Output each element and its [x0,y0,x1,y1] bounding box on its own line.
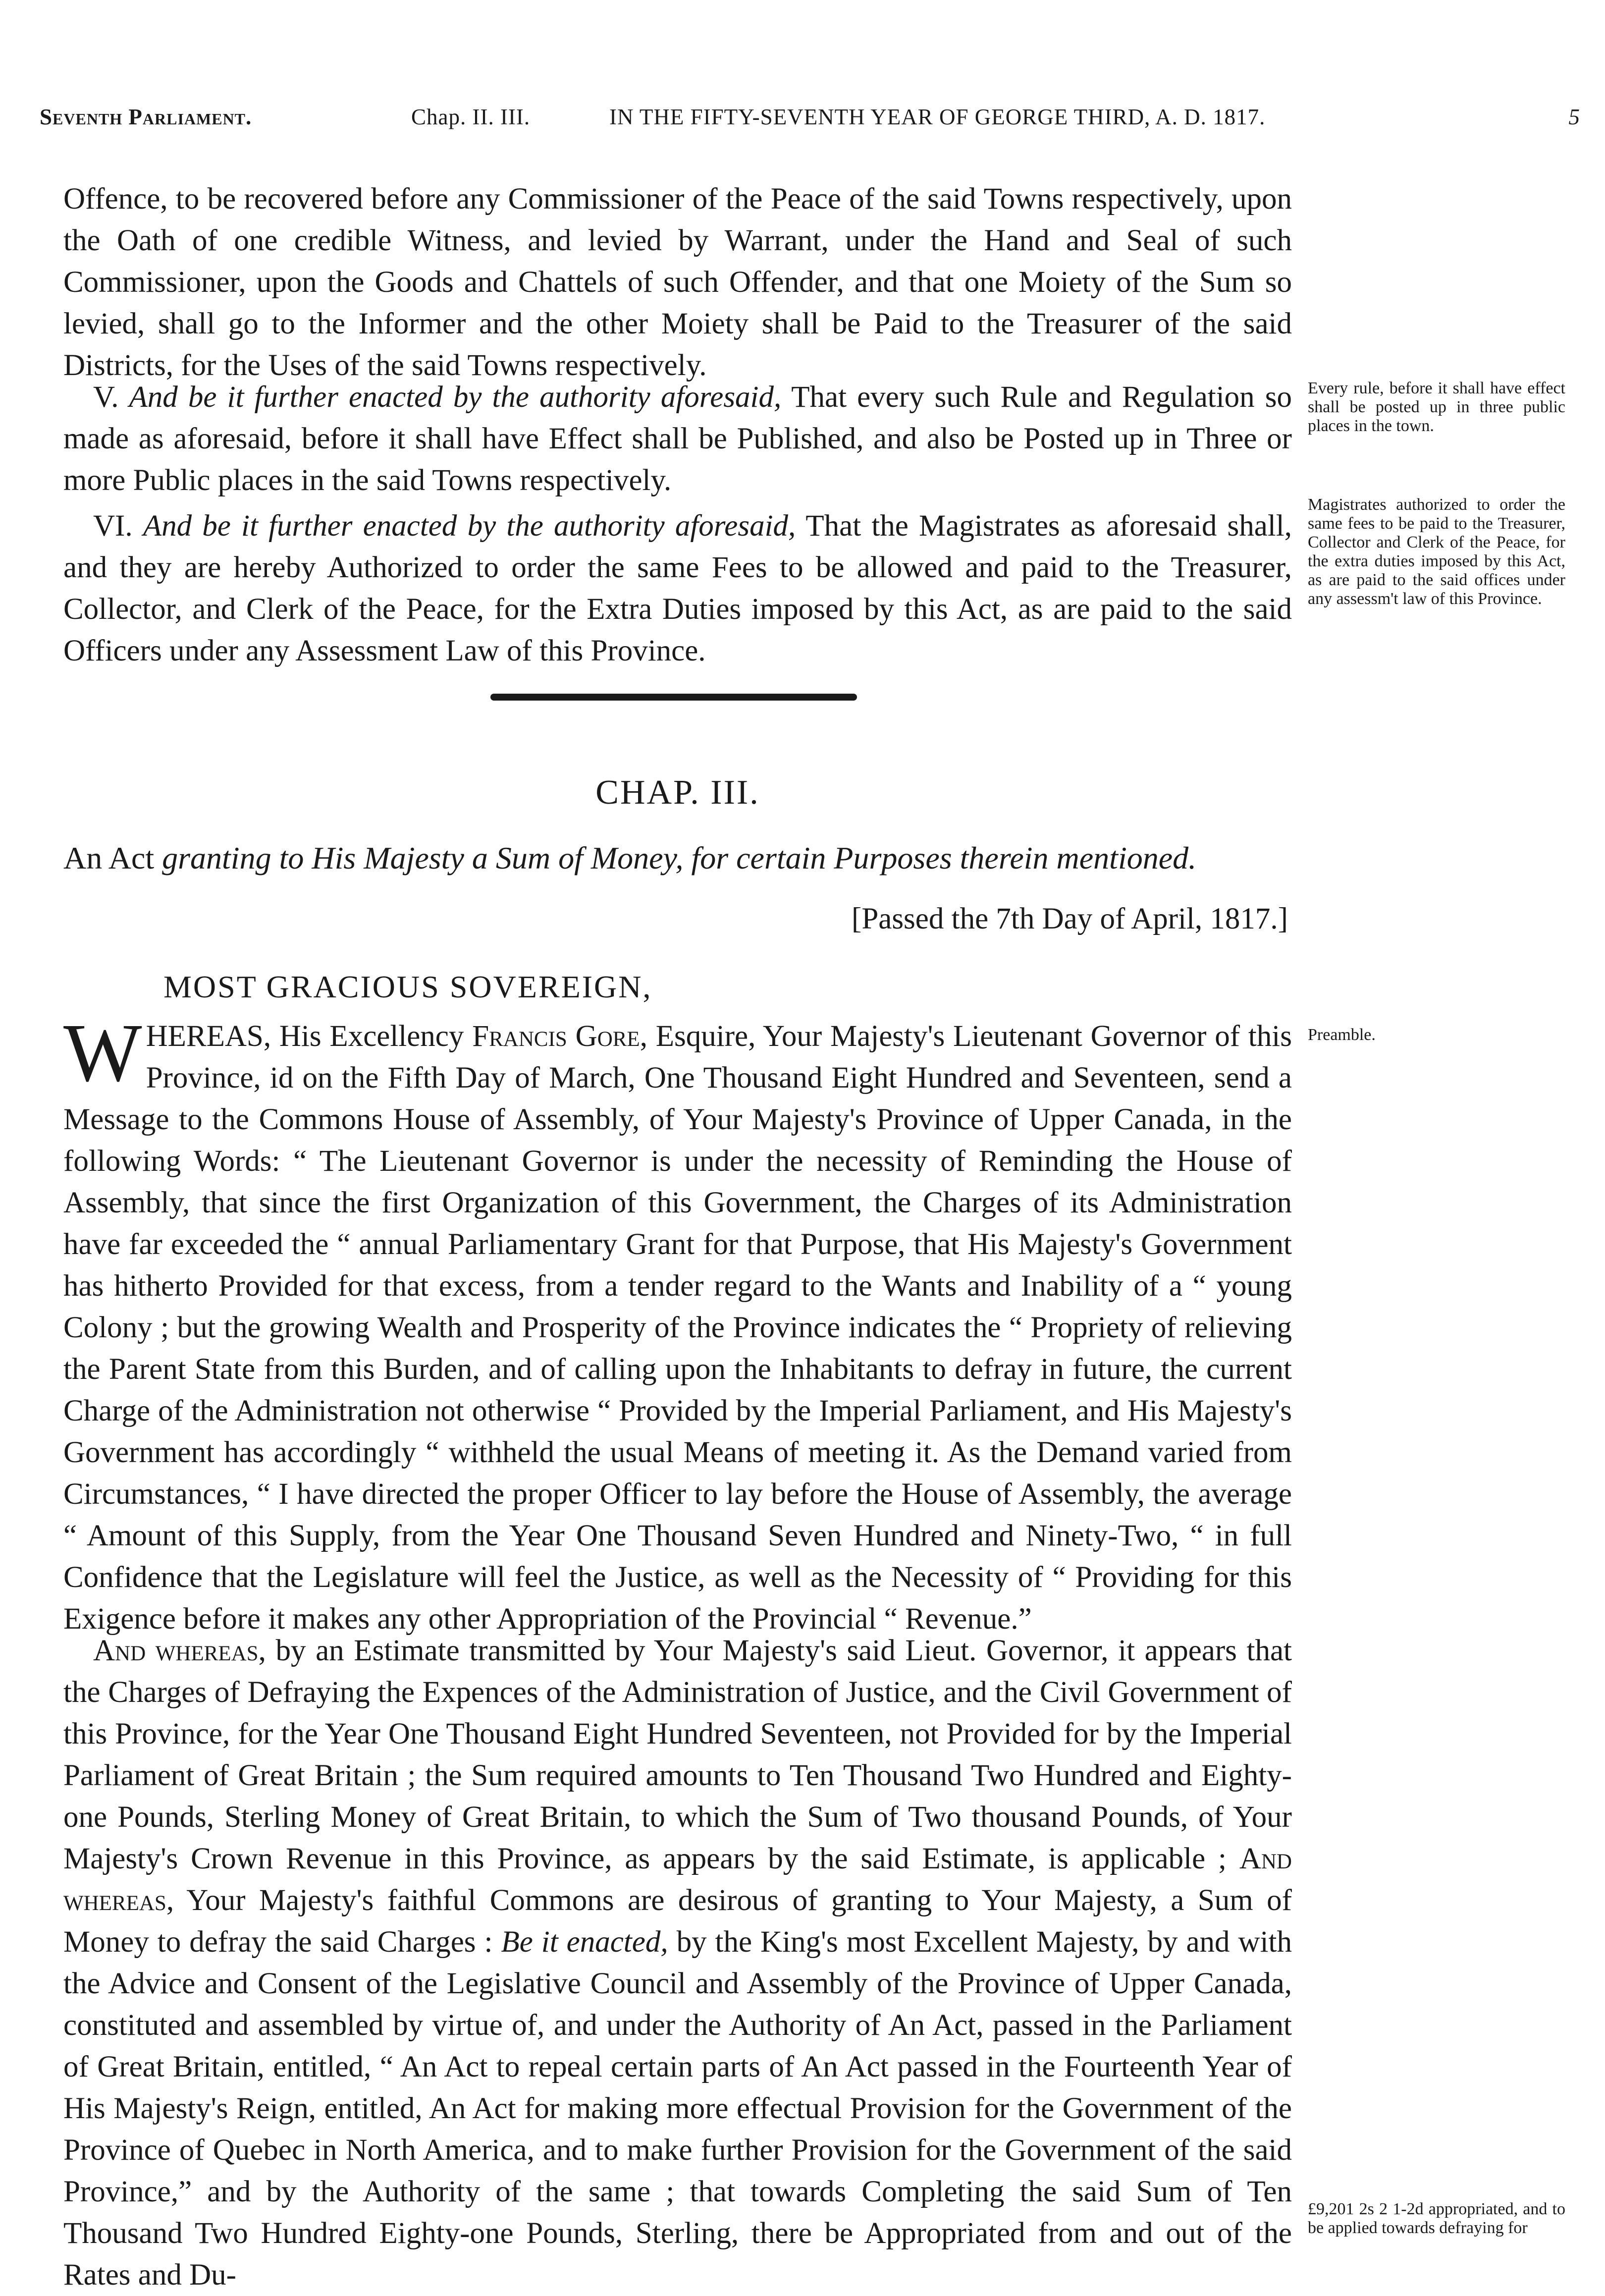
margin-note-appropriation: £9,201 2s 2 1-2d appropriated, and to be applied towards defraying for [1308,2200,1565,2237]
section-vi [63,505,1292,672]
whereas-text-1: by an Estimate transmitted by Your Majesty's said Lieut. Governor, it appears that the Charges of Defraying the Expences of the Administration of Justice, and the Civil Government of this Province, for the Year One Thousand Eight Hundred Seventeen, not Provided for by the Imperial Parliament of Great Britain ; the Sum required amounts to Ten Thousand Two Hundred and Eighty-one Pounds, Sterling Money of Great Britain, to which the Sum of Two thousand Pounds, of Your Majesty's Crown Revenue in this Province, as appears by the said Estimate, is applicable ; [63,1634,1292,1875]
preamble-text-rest: Esquire, Your Majesty's Lieutenant Governor of this Province, id on the Fifth Day of March, One Thousand Eight Hundred and Seventeen, send a Message to the Commons House of Assembly, of Your Majesty's Province of Upper Canada, in the following Words: “ The Lieutenant Governor is under the necessity of Reminding the House of Assembly, that since the first Organization of this Government, the Charges of its Administration have far exceeded the “ annual Parliamentary Grant for that Purpose, that His Majesty's Government has hitherto Provided for that excess, from a tender regard to the Wants and Inability of a “ young Colony ; but the growing Wealth and Prosperity of the Province indicates the “ Propriety of relieving the Parent State from this Burden, and of calling upon the Inhabitants to defray in future, the current Charge of the Administration not otherwise “ Provided by the Imperial Parliament, and His Majesty's Government has accordingly “ withheld the usual Means of meeting it. As the Demand varied from Circumstances, “ I have directed the proper Officer to lay before the House of Assembly, the average “ Amount of this Supply, from the Year One Thousand Seven Hundred and Ninety-Two, “ in full Confidence that the Legislature will feel the Justice, as well as the Necessity of “ Providing for this Exigence before it makes any other Appropriation of the Provincial “ Revenue.” [63,1020,1292,1636]
section-v-number: V. [93,381,119,414]
page-number: 5 [1568,105,1580,129]
passed-date: [Passed the 7th Day of April, 1817.] [852,902,1288,935]
section-v [63,377,1292,501]
whereas-paragraph [63,1630,1292,2296]
section-vi-enacting-clause: And be it further enacted by the authority aforesaid, [143,509,796,543]
section-continuation [63,178,1292,386]
parliament-label: Seventh Parliament. [40,105,252,129]
margin-note-preamble: Preamble. [1308,1026,1376,1044]
continuation-paragraph: Offence, to be recovered before any Commissioner of the Peace of the said Towns respectively, upon the Oath of one credible Witness, and levied by Warrant, under the Hand and Seal of such Commissioner, upon the Goods and Chattels of such Offender, and that one Moiety of the Sum so levied, shall go to the Informer and the other Moiety shall be Paid to the Treasurer of the said Districts, for the Uses of the said Towns respectively. [63,182,1292,382]
regnal-year-heading: IN THE FIFTY-SEVENTH YEAR OF GEORGE THIRD, A. D. 1817. [609,105,1266,129]
whereas-text-3: by the King's most Excellent Majesty, by and with the Advice and Consent of the Legislative Council and Assembly of the Province of Upper Canada, constituted and assembled by virtue of, and under the Authority of An Act, passed in the Parliament of Great Britain, entitled, “ An Act to repeal certain parts of An Act passed in the Fourteenth Year of His Majesty's Reign, entitled, An Act for making more effectual Provision for the Government of the Province of Quebec in North America, and to make further Provision for the Government of the said Province,” and by the Authority of the same ; that towards Completing the said Sum of Ten Thousand Two Hundred Eighty-one Pounds, Sterling, there be Appropriated from and out of the Rates and Du- [63,1925,1292,2292]
section-v-text: That every such Rule and Regulation so made as aforesaid, before it shall have Effect shall be Published, and also be Posted up in Three or more Public places in the said Towns respectively. [63,381,1292,497]
salutation: MOST GRACIOUS SOVEREIGN, [163,969,652,1004]
act-title-lead: An Act [63,840,155,875]
act-title [63,837,1292,879]
preamble [63,1007,1292,1640]
governor-name: Francis Gore, [472,1020,647,1053]
section-divider-rule [490,694,857,701]
drop-cap: W [63,1007,142,1099]
preamble-paragraph [63,1007,1292,1640]
act-title-text: granting to His Majesty a Sum of Money, for certain Purposes therein mentioned. [162,840,1197,875]
enacting-clause: Be it enacted, [501,1925,668,1959]
whereas-text-2: Your Majesty's faithful Commons are desirous of granting to Your Majesty, a Sum of Money to defray the said Charges : [63,1884,1292,1959]
whereas-lead: And whereas, [93,1634,266,1667]
whereas-clause [63,1630,1292,2296]
section-vi-text: That the Magistrates as aforesaid shall, and they are hereby Authorized to order the same Fees to be allowed and paid to the Treasurer, Collector, and Clerk of the Peace, for the Extra Duties imposed by this Act, as are paid to the said Officers under any Assessment Law of this Province. [63,509,1292,667]
whereas-lead-2: And whereas, [63,1842,1292,1917]
section-v-enacting-clause: And be it further enacted by the authority aforesaid, [129,381,782,414]
chapter-reference: Chap. II. III. [411,105,531,129]
margin-note-posting: Every rule, before it shall have effect shall be posted up in three public places in the town. [1308,379,1565,435]
running-head [40,104,1580,139]
chapter-heading: CHAP. III. [595,773,760,812]
section-vi-number: VI. [93,509,133,543]
section-vi-paragraph [63,505,1292,672]
section-v-paragraph [63,377,1292,501]
preamble-text-start: HEREAS, His Excellency [146,1020,464,1053]
margin-note-fees: Magistrates authorized to order the same fees to be paid to the Treasurer, Collector and Clerk of the Peace, for the extra duties imposed by this Act, as are paid to the said offices under any assessm't law of this Province. [1308,495,1565,608]
